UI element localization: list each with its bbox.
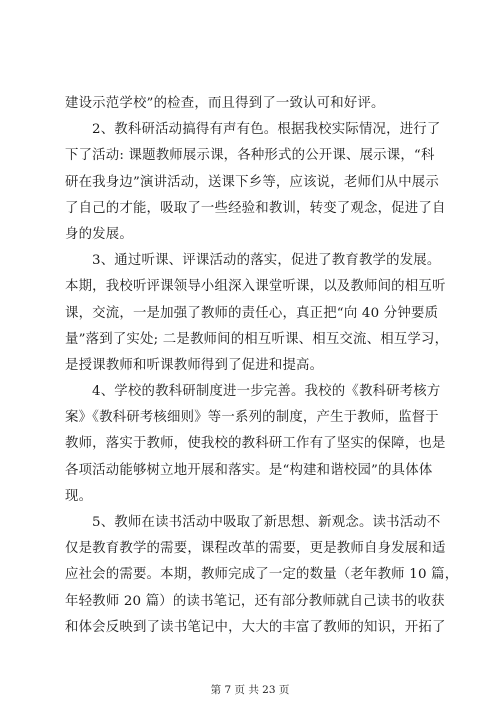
text-line: 本期，我校听评课领导小组深入课堂听课，以及教师间的相互听 [65,279,446,295]
text-line: 教师，落实于教师，使我校的教科研工作有了坚实的保障，也是 [65,436,446,452]
text-line: 5、教师在读书活动中吸取了新思想、新观念。读书活动不 [92,515,441,530]
text-line: 课，交流，一是加强了教师的责任心，真正把“向 40 分钟要质 [65,305,439,321]
text-line: 2、教科研活动搞得有声有色。根据我校实际情况，进行了 [92,122,441,138]
body-text [65,91,459,641]
text-line: 应社会的需要。本期，教师完成了一定的数量（老年教师 10 篇， [65,567,459,583]
text-line: 建设示范学校”的检查，而且得到了一致认可和好评。 [65,96,385,111]
text-line: 4、学校的教科研制度进一步完善。我校的《教科研考核方 [92,384,441,400]
text-line: 身的发展。 [65,226,133,242]
text-line: 研在我身边”演讲活动，送课下乡等，应该说，老师们从中展示 [65,174,439,190]
text-line: 量”落到了实处; 二是教师间的相互听课、相互交流、相互学习， [65,331,449,347]
text-line: 各项活动能够树立地开展和落实。是“构建和谐校园”的具体体 [65,462,433,478]
text-line: 案》《教科研考核细则》等一系列的制度，产生于教师，监督于 [65,410,439,426]
text-line: 和体会反映到了读书笔记中，大大的丰富了教师的知识，开拓了 [65,619,446,635]
text-line: 下了活动: 课题教师展示课，各种形式的公开课、展示课，“科 [65,148,435,164]
text-line: 现。 [65,488,93,504]
text-line: 了自己的才能，吸取了一些经验和教训，转变了观念，促进了自 [65,200,446,216]
text-line: 仅是教育教学的需要，课程改革的需要，更是教师自身发展和适 [65,541,446,557]
page-footer: 第 7 页 共 23 页 [210,684,290,696]
text-line: 3、通过听课、评课活动的落实，促进了教育教学的发展。 [92,253,441,269]
text-line: 是授课教师和听课教师得到了促进和提高。 [65,357,324,373]
text-line: 年轻教师 20 篇）的读书笔记，还有部分教师就自己读书的收获 [65,593,445,609]
